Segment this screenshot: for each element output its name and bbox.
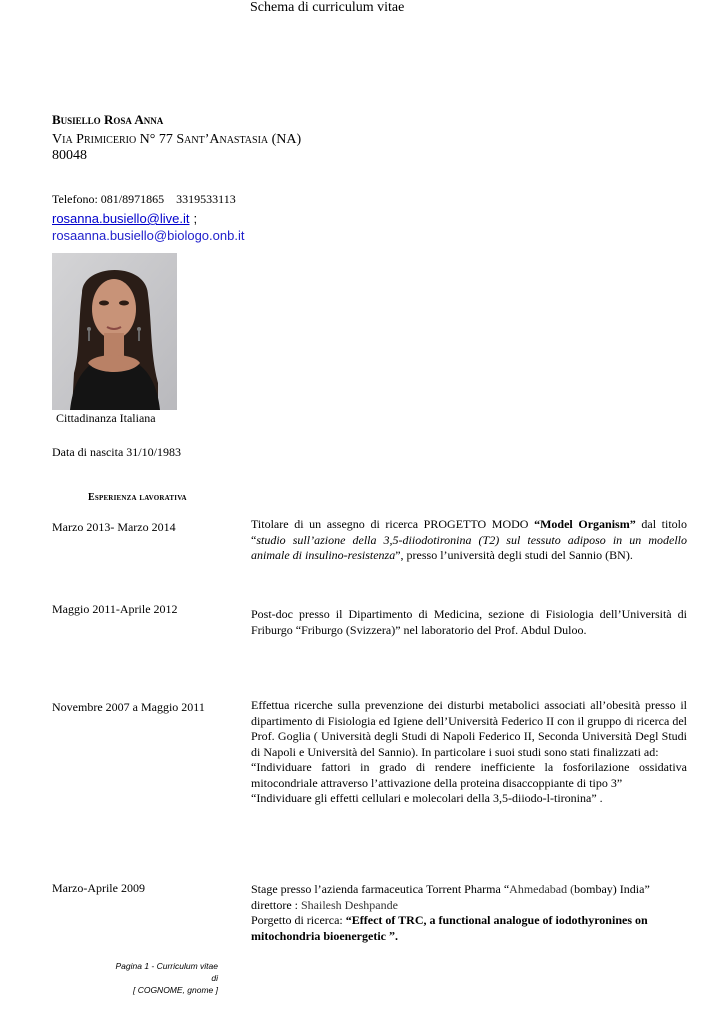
address-line-2: 80048 <box>52 148 87 163</box>
text-run: direttore : <box>251 897 301 912</box>
text-run: Stage presso l’azienda farmaceutica Torrent Pharma “ <box>251 882 510 896</box>
text-run: Ahmedabad ( <box>509 882 575 896</box>
experience-period: Marzo-Aprile 2009 <box>52 881 145 895</box>
email-link-primary[interactable]: rosanna.busiello@live.it <box>52 211 190 226</box>
footer-line: Pagina 1 - Curriculum vitae di <box>115 961 218 983</box>
email-line-1 <box>52 211 197 226</box>
experience-text: Effettua ricerche sulla prevenzione dei disturbi metabolici associati all’obesità presso il dipartimento di Fisiologia ed Igiene dell’Università Federico II con il gruppo di ricerca del Prof. Goglia ( Università degli Studi di Napoli Federico II, Seconda Università Degl Studi di Napoli e Università del Sannio). In particolare i suoi studi sono stati finalizzati ad: <box>251 698 687 759</box>
experience-text: “Individuare gli effetti cellulari e molecolari della 3,5-diiodo-l-tironina” . <box>251 791 603 805</box>
text-run: bombay) India” <box>574 882 650 896</box>
phone-line <box>52 192 236 207</box>
experience-text: “Individuare fattori in grado di rendere inefficiente la fosforilazione ossidativa mitocondriale attraverso l’attivazione della proteina disaccoppiante di tipo 3” <box>251 760 687 790</box>
address-line-1: Via Primicerio N° 77 Sant’Anastasia (NA) <box>52 132 302 147</box>
email-separator: ; <box>193 211 198 226</box>
experience-period: Maggio 2011-Aprile 2012 <box>52 602 178 616</box>
birth-date: Data di nascita 31/10/1983 <box>52 445 181 459</box>
text-run: ”, presso l’università degli studi del Sannio (BN). <box>395 548 633 562</box>
director-name: Shailesh Deshpande <box>300 897 398 912</box>
citizenship: Cittadinanza Italiana <box>56 411 156 425</box>
experience-description <box>251 882 687 944</box>
phone-secondary: 3319533113 <box>176 192 236 206</box>
experience-text: Post-doc presso il Dipartimento di Medicina, sezione di Fisiologia dell’Università di Friburgo “Friburgo (Svizzera)” nel laboratorio del Prof. Abdul Duloo. <box>251 607 687 637</box>
phone-primary: Telefono: 081/8971865 <box>52 192 165 206</box>
person-name: Busiello Rosa Anna <box>52 112 164 127</box>
email-secondary[interactable]: rosaanna.busiello@biologo.onb.it <box>52 228 245 243</box>
text-run: Titolare di un assegno di ricerca PROGETTO MODO <box>251 517 535 531</box>
experience-description <box>251 607 687 638</box>
page-footer <box>108 960 218 996</box>
project-title: “Effect of TRC, a functional analogue of iodothyronines on mitochondria bioenergetic ˮ. <box>251 913 648 943</box>
experience-description <box>251 698 687 807</box>
footer-line: [ COGNOME, gnome ] <box>132 985 218 995</box>
portrait-illustration <box>52 253 177 410</box>
experience-description <box>251 517 687 564</box>
portrait-photo <box>52 253 177 410</box>
experience-period: Novembre 2007 a Maggio 2011 <box>52 700 205 714</box>
text-run: Porgetto di ricerca: <box>251 913 346 927</box>
text-run: dal titolo “ <box>251 517 688 547</box>
study-title: studio sull’azione della 3,5-diiodotironina (T2) sul tessuto adiposo in un modello animale di insulino-resistenza <box>251 532 687 562</box>
page-title: Schema di curriculum vitae <box>250 0 405 15</box>
project-name: “Model Organism” <box>534 517 636 531</box>
section-title-work-experience: Esperienza lavorativa <box>88 492 187 503</box>
experience-period: Marzo 2013- Marzo 2014 <box>52 520 176 534</box>
